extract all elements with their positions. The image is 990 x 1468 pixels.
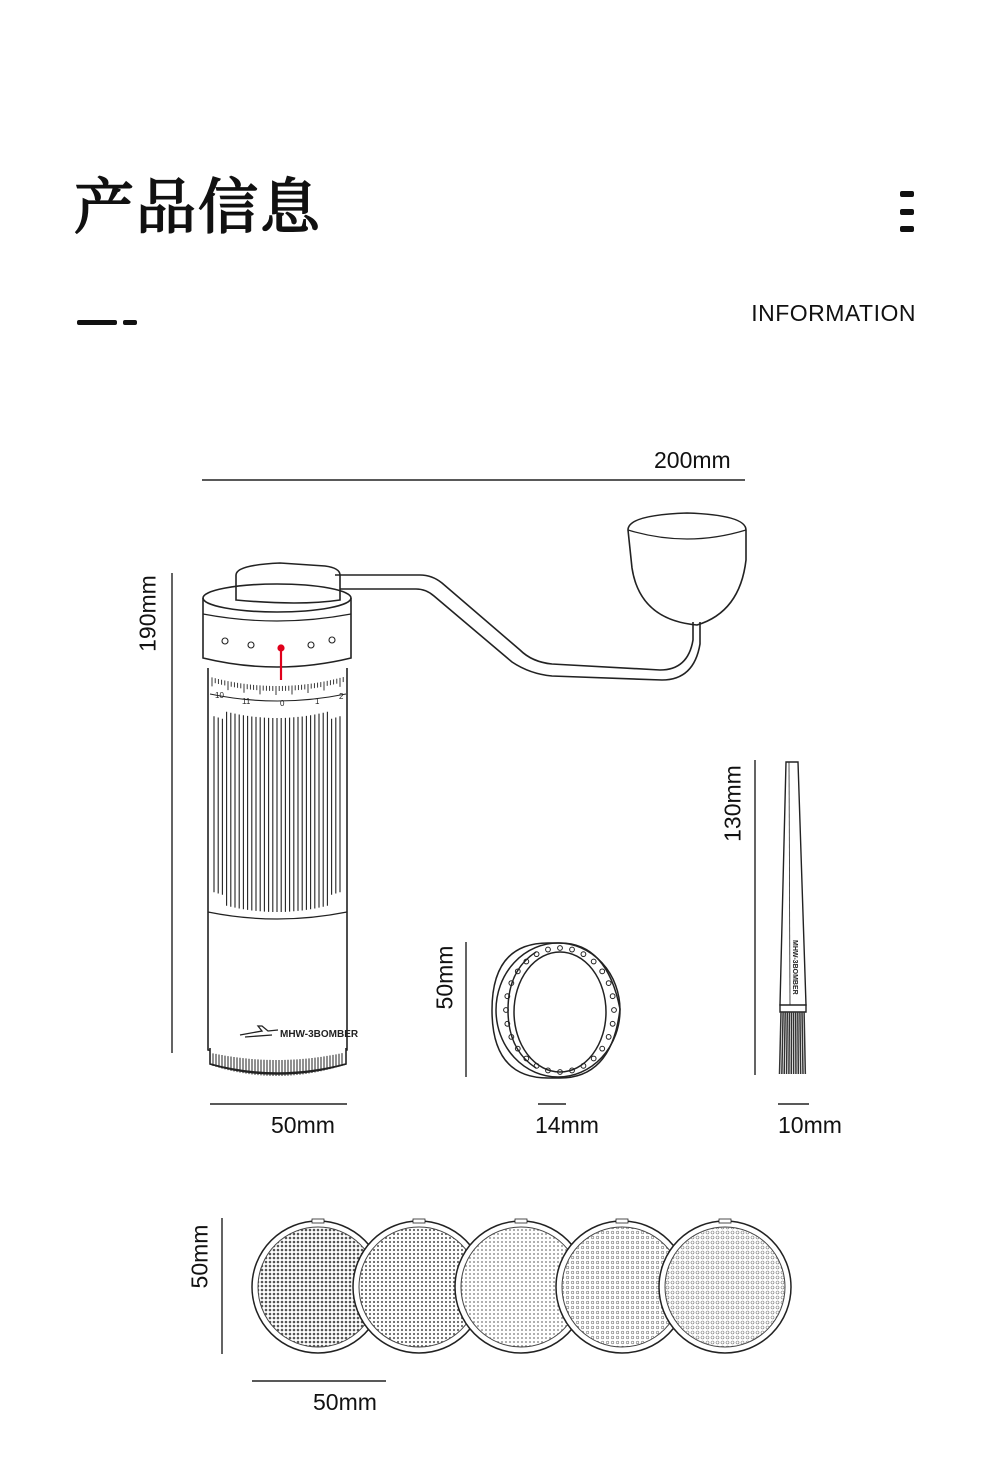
grinder-dial-numbers xyxy=(215,691,344,708)
grinder-brand-logo xyxy=(240,1026,359,1040)
grinder-cap-handle xyxy=(236,563,340,603)
dosing-ring-holes xyxy=(504,946,617,1075)
dim-label-brush-width: 10mm xyxy=(778,1112,842,1138)
filter-screens-drawing xyxy=(252,1219,791,1353)
dim-label-brush-length: 130mm xyxy=(719,765,746,842)
grinder-brand-text: MHW-3BOMBER xyxy=(280,1029,359,1040)
brush-ferrule xyxy=(780,1005,806,1012)
dim-label-filter-height: 50mm xyxy=(186,1224,213,1289)
grinder-grip-ridges xyxy=(214,712,340,912)
dim-label-grinder-diameter: 50mm xyxy=(271,1112,335,1138)
dim-label-filter-diameter: 50mm xyxy=(313,1389,377,1415)
dial-number: 1 xyxy=(315,697,320,706)
dial-number: 11 xyxy=(242,697,251,706)
filter-screen xyxy=(659,1219,791,1353)
dial-number: 0 xyxy=(280,699,285,708)
dosing-ring-drawing xyxy=(492,943,620,1078)
svg-text:MHW-3BOMBER: MHW-3BOMBER xyxy=(791,940,798,995)
grinder-knob xyxy=(628,513,746,625)
dim-label-ring-depth: 14mm xyxy=(535,1112,599,1138)
page-title: 产品信息 xyxy=(74,173,322,243)
grinder-dial-scale xyxy=(212,677,343,695)
dim-label-grinder-height: 190mm xyxy=(134,575,161,652)
dial-number: 10 xyxy=(215,691,224,700)
page-subtitle: INFORMATION xyxy=(751,300,916,326)
grinder-bottom-band xyxy=(210,1048,346,1074)
brush-bristles xyxy=(780,1012,806,1074)
dial-number: 2 xyxy=(339,692,344,701)
dim-label-ring-height: 50mm xyxy=(431,945,458,1010)
dim-label-handle-width: 200mm xyxy=(654,447,731,473)
brush-drawing xyxy=(780,762,807,1074)
grinder-drawing xyxy=(203,513,746,1076)
